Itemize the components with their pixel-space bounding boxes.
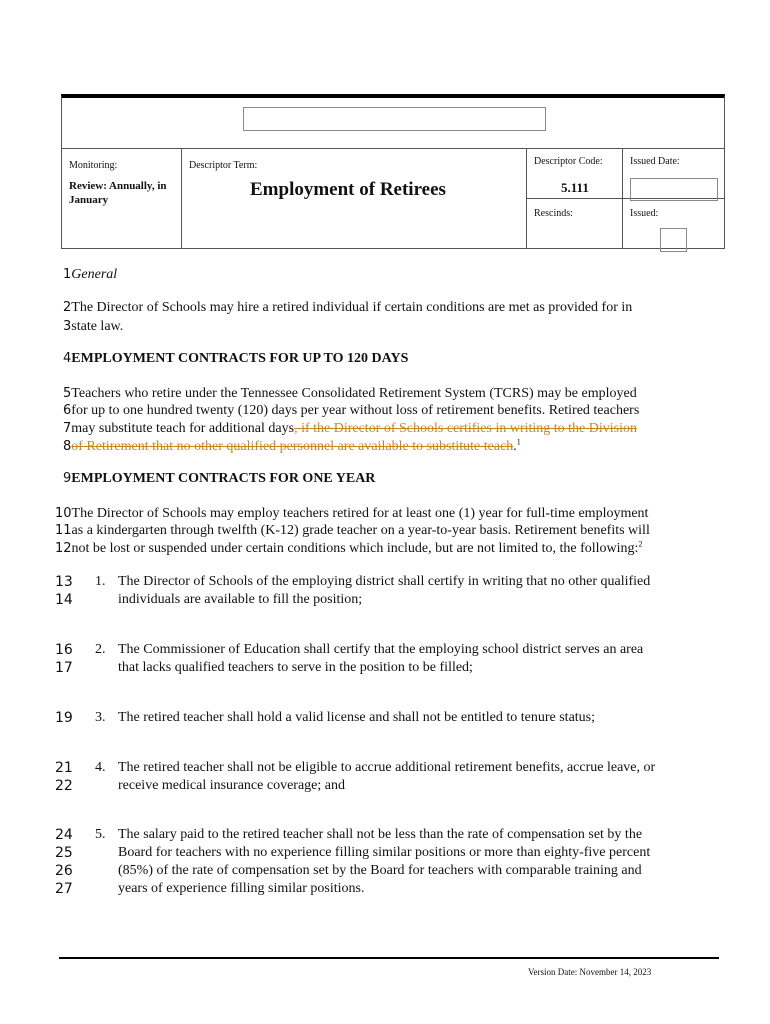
issued-box: [660, 228, 687, 252]
section-heading: General: [71, 267, 118, 282]
review-text-cont: January: [69, 194, 109, 206]
list-item-text: years of experience filling similar positions.: [118, 881, 365, 896]
line-number: 21: [55, 760, 73, 776]
descriptor-term-label: Descriptor Term:: [189, 160, 258, 171]
section-general: [63, 266, 117, 284]
line-number: 11: [55, 523, 72, 538]
body-text: may substitute teach for additional days: [71, 421, 295, 436]
issued-date-box: [630, 178, 718, 201]
line-number: 10: [55, 506, 72, 521]
list-item-text: The Director of Schools of the employing district shall certify in writing that no other qualified: [118, 574, 651, 589]
version-date: Version Date: November 14, 2023: [528, 967, 652, 977]
line-number: 2: [63, 300, 72, 315]
section-heading-one-year: [63, 470, 375, 488]
list-item-text: receive medical insurance coverage; and: [118, 778, 345, 793]
column-divider: [181, 148, 182, 248]
body-text: not be lost or suspended under certain conditions which include, but are not limited to, the following:: [71, 541, 639, 556]
line-number: 4: [63, 351, 72, 366]
policy-header-table: [61, 94, 725, 249]
line-number: 27: [55, 881, 73, 897]
struck-text: , if the Director of Schools certifies in writing to the Division: [294, 421, 637, 436]
policy-title: Employment of Retirees: [250, 179, 446, 200]
body-text: The Director of Schools may hire a retired individual if certain conditions are met as provided for in: [71, 300, 633, 315]
monitoring-label: Monitoring:: [69, 160, 118, 171]
line-number: 19: [55, 710, 73, 726]
body-line: [55, 505, 648, 523]
body-line: [63, 420, 637, 438]
line-number: 26: [55, 863, 73, 879]
line-number: 6: [63, 403, 72, 418]
rescinds-label: Rescinds:: [534, 208, 573, 219]
line-number: 14: [55, 592, 73, 608]
struck-text: of Retirement that no other qualified personnel are available to substitute teach: [71, 439, 514, 454]
header-divider: [62, 148, 724, 149]
body-line: [55, 522, 650, 540]
review-text: Review: Annually, in: [69, 180, 167, 192]
body-text: The Director of Schools may employ teachers retired for at least one (1) year for full-time employment: [71, 506, 649, 521]
line-number: 5: [63, 386, 72, 401]
list-marker: 4.: [95, 760, 106, 775]
list-item-text: The salary paid to the retired teacher shall not be less than the rate of compensation set by the: [118, 827, 643, 842]
list-item-text: The retired teacher shall not be eligible to accrue additional retirement benefits, accrue leave, or: [118, 760, 656, 775]
header-top-box: [243, 107, 546, 131]
line-number: 12: [55, 541, 72, 556]
list-item-text: The retired teacher shall hold a valid license and shall not be entitled to tenure status;: [118, 710, 596, 725]
footer-rule: [59, 957, 719, 959]
list-item-text: Board for teachers with no experience filling similar positions or more than eighty-five percent: [118, 845, 651, 860]
body-line: [63, 438, 521, 456]
section-heading: EMPLOYMENT CONTRACTS FOR UP TO 120 DAYS: [71, 351, 409, 366]
line-number: 24: [55, 827, 73, 843]
body-line: [63, 402, 639, 420]
line-number: 17: [55, 660, 73, 676]
line-number: 8: [63, 439, 72, 454]
body-line: [63, 385, 637, 403]
descriptor-code-label: Descriptor Code:: [534, 156, 603, 167]
body-text: .: [513, 439, 517, 454]
descriptor-code: 5.111: [561, 180, 589, 195]
body-text: state law.: [71, 319, 124, 334]
list-item-text: (85%) of the rate of compensation set by the Board for teachers with comparable training and: [118, 863, 642, 878]
body-text: Teachers who retire under the Tennessee Consolidated Retirement System (TCRS) may be employed: [71, 386, 637, 401]
section-heading: EMPLOYMENT CONTRACTS FOR ONE YEAR: [71, 471, 376, 486]
footnote-ref[interactable]: 1: [516, 437, 521, 447]
line-number: 16: [55, 642, 73, 658]
list-item-text: individuals are available to fill the position;: [118, 592, 363, 607]
body-line: [55, 540, 642, 558]
line-number: 13: [55, 574, 73, 590]
body-text: for up to one hundred twenty (120) days per year without loss of retirement benefits. Retired teachers: [71, 403, 640, 418]
body-text: as a kindergarten through twelfth (K-12) grade teacher on a year-to-year basis. Retirement benefits will: [71, 523, 650, 538]
list-item-text: that lacks qualified teachers to serve in the position to be filled;: [118, 660, 473, 675]
body-line: [63, 299, 632, 317]
line-number: 7: [63, 421, 72, 436]
line-number: 3: [63, 319, 72, 334]
line-number: 25: [55, 845, 73, 861]
footnote-ref[interactable]: 2: [638, 539, 643, 549]
list-marker: 1.: [95, 574, 106, 589]
list-item-text: The Commissioner of Education shall certify that the employing school district serves an area: [118, 642, 644, 657]
line-number: 1: [63, 267, 72, 282]
section-heading-120-days: [63, 350, 408, 368]
list-marker: 5.: [95, 827, 106, 842]
list-marker: 3.: [95, 710, 106, 725]
line-number: 9: [63, 471, 72, 486]
line-number: 22: [55, 778, 73, 794]
body-line: [63, 318, 123, 336]
issued-label: Issued:: [630, 208, 659, 219]
list-marker: 2.: [95, 642, 106, 657]
issued-date-label: Issued Date:: [630, 156, 680, 167]
